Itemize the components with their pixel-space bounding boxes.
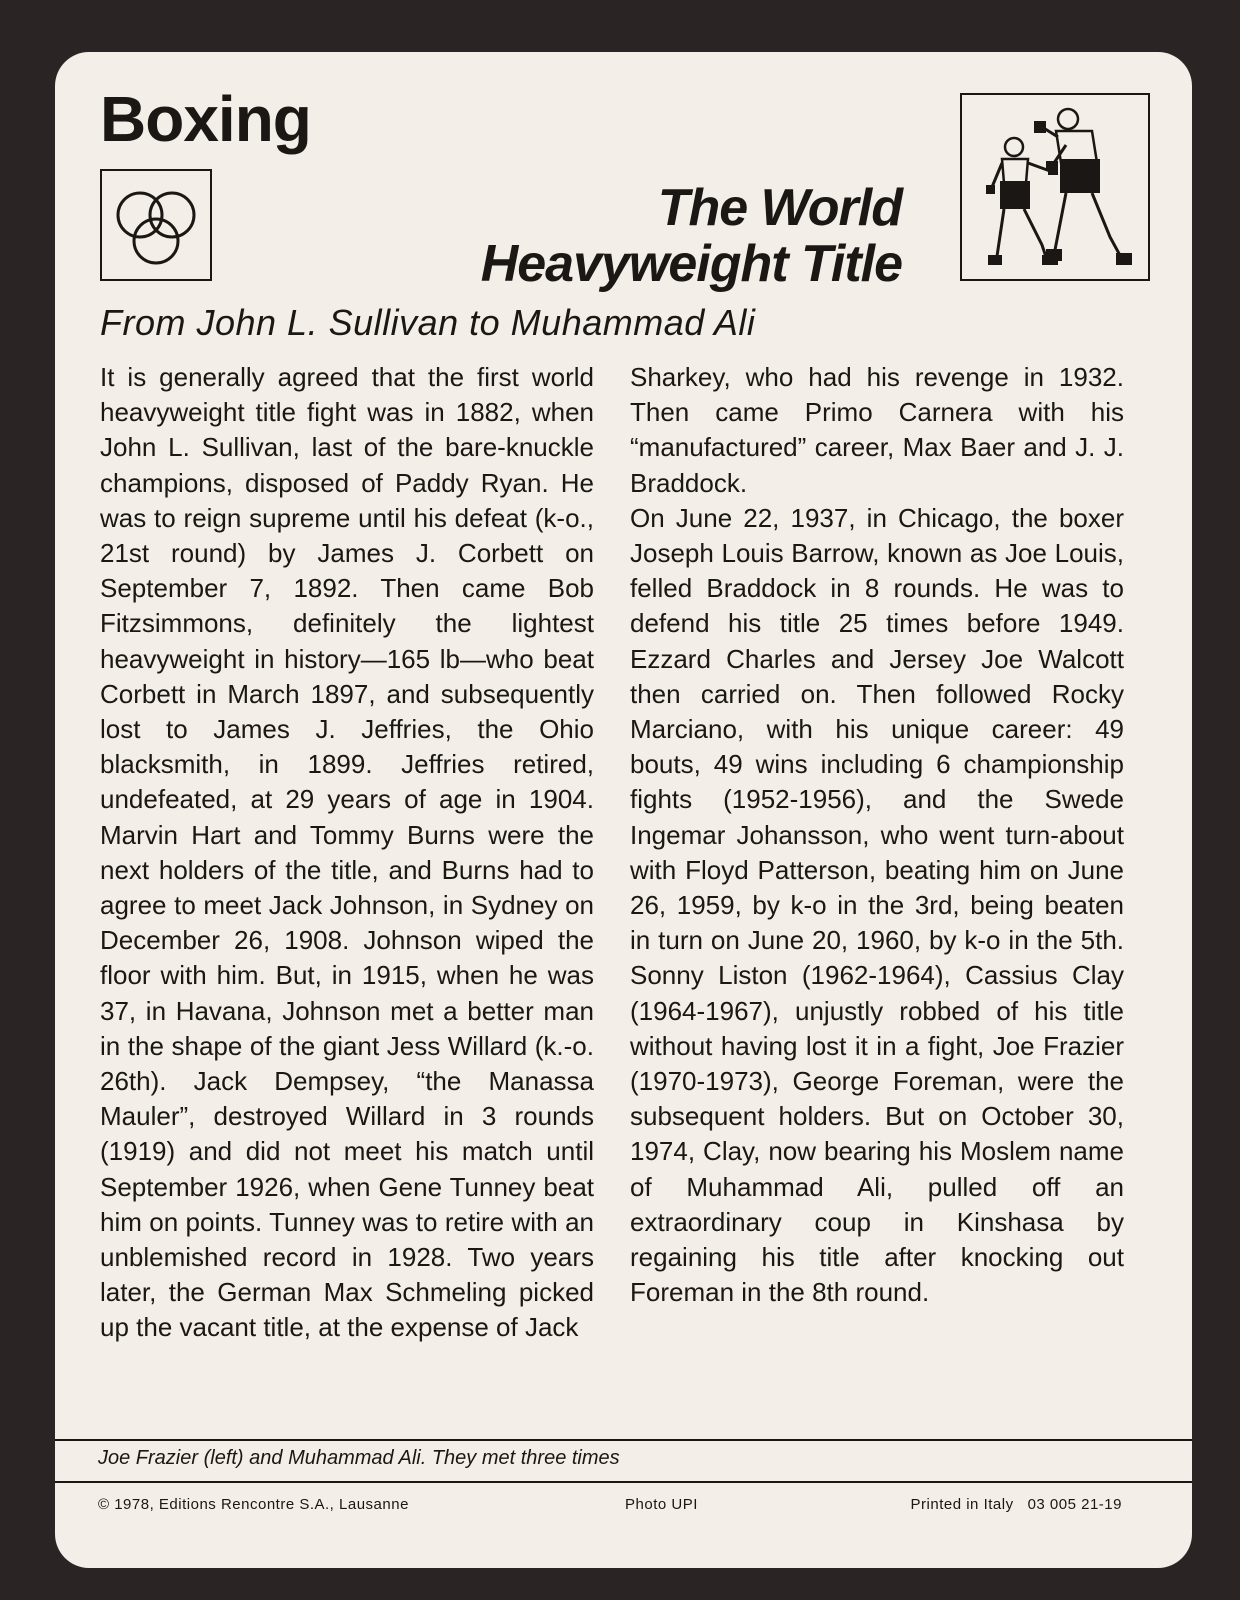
body-paragraph: On June 22, 1937, in Chicago, the boxer Joseph Louis Barrow, known as Joe Louis, felled Braddock in 8 rounds. He was to defend his title 25 times before 1949. Ezzard Charles and Jersey Joe Walcott then carried on. Then followed Rocky Marciano, with his unique career: 49 bouts, 49 wins including 6 championship fights (1952-1956), and the Swede Ingemar Johansson, who went turn-about with Floyd Patterson, beating him on June 26, 1959, by k-o in the 3rd, being beaten in turn on June 20, 1960, by k-o in the 5th. Sonny Liston (1962-1964), Cassius Clay (1964-1967), unjustly robbed of his title without having lost it in a fight, Joe Frazier (1970-1973), George Foreman, were the subsequent holders. But on October 30, 1974, Clay, now bearing his Moslem name of Muhammad Ali, pulled off an extraordinary coup in Kinshasa by regaining his title after knocking out Foreman in the 8th round. xyxy=(630,502,1124,1308)
body-column-left xyxy=(100,360,594,1346)
boxers-illustration-icon xyxy=(960,93,1150,281)
subtitle: From John L. Sullivan to Muhammad Ali xyxy=(100,302,756,343)
body-paragraph: Sharkey, who had his revenge in 1932. Then came Primo Carnera with his “manufactured” career, Max Baer and J. J. Braddock. xyxy=(630,362,1124,498)
photo-credit: Photo UPI xyxy=(625,1496,698,1513)
main-title xyxy=(481,180,902,292)
main-title-line2: Heavyweight Title xyxy=(480,235,902,293)
copyright-notice: © 1978, Editions Rencontre S.A., Lausanne xyxy=(98,1496,409,1513)
divider xyxy=(55,1481,1192,1483)
sport-card xyxy=(55,52,1192,1568)
olympic-rings-icon xyxy=(100,169,212,281)
photo-caption: Joe Frazier (left) and Muhammad Ali. They met three times xyxy=(98,1447,620,1469)
body-column-right xyxy=(630,360,1124,1310)
body-paragraph: It is generally agreed that the first world heavyweight title fight was in 1882, when John L. Sullivan, last of the bare-knuckle champions, disposed of Paddy Ryan. He was to reign supreme until his defeat (k-o., 21st round) by James J. Corbett on September 7, 1892. Then came Bob Fitzsimmons, definitely the lightest heavyweight in history—165 lb—who beat Corbett in March 1897, and subsequently lost to James J. Jeffries, the Ohio blacksmith, in 1899. Jeffries retired, undefeated, at 29 years of age in 1904. Marvin Hart and Tommy Burns were the next holders of the title, and Burns had to agree to meet Jack Johnson, in Sydney on December 26, 1908. Johnson wiped the floor with him. But, in 1915, when he was 37, in Havana, Johnson met a better man in the shape of the giant Jess Willard (k.-o. 26th). Jack Dempsey, “the Manassa Mauler”, destroyed Willard in 3 rounds (1919) and did not meet his match until September 1926, when Gene Tunney beat him on points. Tunney was to retire with an unblemished record in 1928. Two years later, the German Max Schmeling picked up the vacant title, at the expense of Jack xyxy=(100,362,594,1343)
print-info: Printed in Italy 03 005 21-19 xyxy=(910,1496,1122,1513)
main-title-line1: The World xyxy=(657,179,902,237)
divider xyxy=(55,1439,1192,1441)
sport-title: Boxing xyxy=(100,83,311,155)
